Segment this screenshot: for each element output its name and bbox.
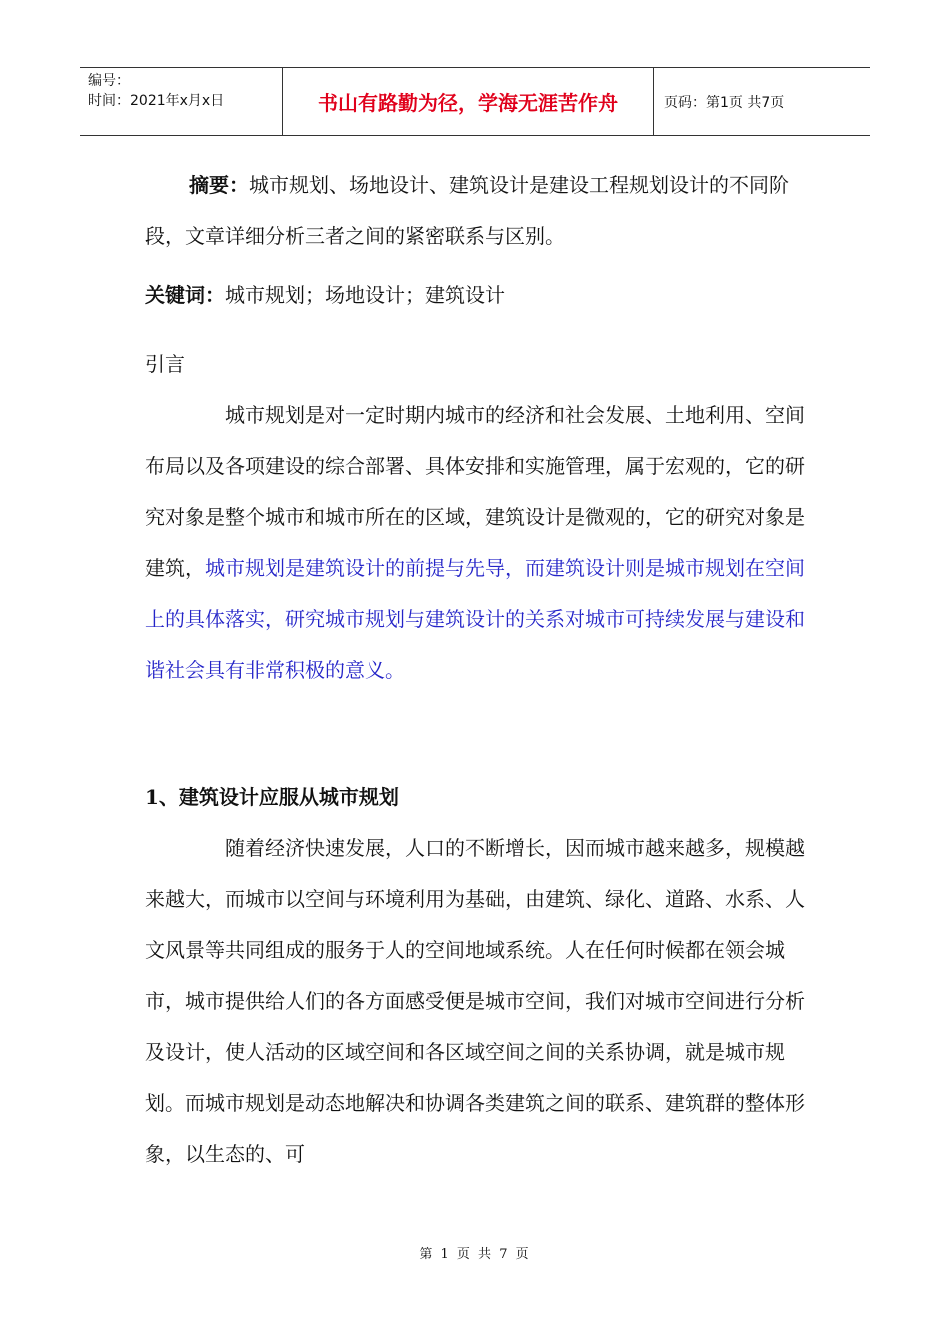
header-page-info: 页码：第1页 共7页 <box>664 94 785 111</box>
page-footer: 第 1 页 共 7 页 <box>419 1247 531 1262</box>
abstract-label: 摘要： <box>189 173 249 197</box>
intro-paragraph <box>145 390 805 696</box>
section-1-paragraph: 随着经济快速发展，人口的不断增长，因而城市越来越多，规模越来越大，而城市以空间与环境利用为基础，由建筑、绿化、道路、水系、人文风景等共同组成的服务于人的空间地域系统。人在任何时候都在领会城市，城市提供给人们的各方面感受便是城市空间，我们对城市空间进行分析及设计，使人活动的区域空间和各区域空间之间的关系协调，就是城市规划。而城市规划是动态地解决和协调各类建筑之间的联系、建筑群的整体形象，以生态的、可 <box>145 836 805 1166</box>
keywords-label: 关键词： <box>145 283 225 307</box>
document-header <box>80 67 870 136</box>
header-motto: 书山有路勤为径，学海无涯苦作舟 <box>282 68 654 135</box>
abstract-text: 城市规划、场地设计、建筑设计是建设工程规划设计的不同阶段，文章详细分析三者之间的紧密联系与区别。 <box>145 173 789 248</box>
document-number-label: 编号： <box>88 73 130 89</box>
keywords-paragraph <box>145 270 805 321</box>
keywords-text: 城市规划；场地设计；建筑设计 <box>225 283 505 307</box>
intro-text: 城市规划是对一定时期内城市的经济和社会发展、土地利用、空间布局以及各项建设的综合部署、具体安排和实施管理，属于宏观的，它的研究对象是整个城市和城市所在的区域，建筑设计是微观的，它的研究对象是建筑， <box>145 403 805 580</box>
document-body <box>145 160 805 1180</box>
section-1-heading: 1、建筑设计应服从城市规划 <box>145 785 399 809</box>
document-date: 时间：2021年x月x日 <box>88 93 225 109</box>
intro-highlight-text: 城市规划是建筑设计的前提与先导，而建筑设计则是城市规划在空间上的具体落实，研究城市规划与建筑设计的关系对城市可持续发展与建设和谐社会具有非常积极的意义。 <box>145 556 805 682</box>
abstract-paragraph <box>145 160 805 262</box>
header-meta <box>80 68 282 135</box>
intro-heading: 引言 <box>145 352 185 376</box>
